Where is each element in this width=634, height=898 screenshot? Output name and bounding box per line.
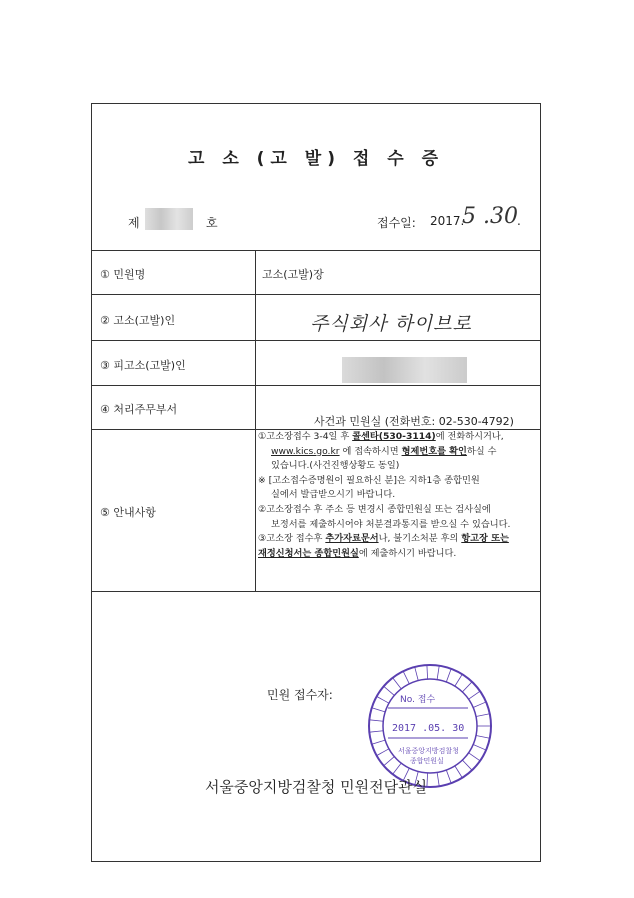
number-prefix: 제 — [128, 216, 140, 230]
stamp-tick — [369, 731, 383, 732]
row-label-complaint: ① 민원명 — [100, 268, 146, 281]
redacted-number — [145, 208, 193, 230]
notice-text-part: ※ [고소접수증명원이 필요하신 분]은 지하1층 종합민원 — [258, 474, 480, 486]
row-label-notice: ⑤ 안내사항 — [100, 506, 156, 519]
notice-text-part: 에 제출하시기 바랍니다. — [358, 547, 457, 559]
receipt-stamp — [366, 662, 494, 790]
stamp-tick — [476, 714, 490, 717]
stamp-date: 2017 .05. 30 — [392, 723, 465, 734]
divider — [92, 385, 540, 386]
notice-text-part: 보정서를 제출하시어야 처분결과통지를 받으실 수 있습니다. — [271, 518, 511, 530]
row-label-department: ④ 처리주무부서 — [100, 403, 178, 416]
row-label-complainant: ② 고소(고발)인 — [100, 314, 176, 327]
stamp-tick — [462, 682, 472, 692]
row-label-accused: ③ 피고소(고발)인 — [100, 359, 186, 372]
number-suffix: 호 — [206, 216, 218, 230]
stamp-tick — [384, 757, 395, 766]
stamp-tick — [403, 671, 409, 684]
stamp-tick — [377, 749, 389, 756]
divider — [92, 591, 540, 592]
notice-text-part: ①고소장접수 3-4일 후 — [258, 431, 353, 442]
notice-text-part: ②고소장접수 후 주소 등 변경시 종합민원실 또는 검사실에 — [258, 503, 491, 515]
stamp-office: 서울중앙지방검찰청 — [398, 747, 459, 755]
notice-text-part: ③고소장 접수후 — [258, 533, 326, 545]
notice-text — [258, 430, 540, 561]
stamp-tick — [369, 720, 383, 721]
stamp-tick — [469, 753, 480, 761]
notice-text-part: 나, 불기소처분 후의 — [378, 533, 462, 545]
office-name: 서울중앙지방검찰청 민원전담관실 — [204, 778, 428, 796]
stamp-tick — [384, 686, 395, 695]
redacted-accused — [342, 357, 467, 383]
stamp-tick — [393, 763, 402, 774]
stamp-tick — [427, 665, 428, 679]
column-divider — [255, 250, 256, 591]
stamp-tick — [462, 760, 472, 770]
notice-emphasis: 재정신청서는 종합민원실 — [258, 547, 359, 559]
receipt-document — [91, 103, 541, 862]
notice-emphasis: 추가자료문서 — [325, 533, 379, 545]
row-value-complaint: 고소(고발)장 — [262, 268, 324, 281]
divider — [92, 294, 540, 295]
stamp-top: No. 접수 — [400, 695, 436, 705]
receiver-label: 민원 접수자: — [267, 688, 333, 702]
stamp-tick — [473, 745, 486, 751]
date-year: 2017. — [430, 214, 465, 228]
notice-text-part: 실에서 발급받으시기 바랍니다. — [271, 489, 396, 501]
stamp-tick — [446, 669, 451, 682]
callcenter-text: 콜센타(530-3114) — [352, 431, 436, 442]
stamp-tick — [476, 735, 490, 738]
divider — [92, 340, 540, 341]
stamp-tick — [393, 678, 402, 689]
notice-text-part: 에 접속하시면 — [339, 445, 402, 457]
stamp-tick — [473, 702, 486, 708]
kics-link[interactable]: www.kics.go.kr — [271, 445, 340, 457]
stamp-tick — [455, 674, 462, 686]
stamp-dept: 종합민원실 — [410, 757, 444, 765]
row-value-department: 사건과 민원실 (전화번호: 02-530-4792) — [314, 415, 514, 428]
divider — [92, 250, 540, 251]
date-label: 접수일: — [377, 216, 416, 230]
notice-text-part: 에 전화하시거나, — [435, 431, 504, 442]
stamp-tick — [377, 696, 389, 703]
row-value-complainant: 주식회사 하이브로 — [310, 313, 472, 335]
notice-text-part: 하실 수 — [466, 445, 497, 457]
notice-text-part: 있습니다.(사건진행상황도 동일) — [271, 460, 400, 472]
notice-emphasis: 항고장 또는 — [461, 533, 509, 545]
date-handwritten: 5 .30 — [462, 204, 518, 229]
stamp-tick — [372, 740, 385, 744]
notice-emphasis: 형제번호를 확인 — [401, 445, 467, 457]
stamp-tick — [469, 691, 480, 699]
stamp-tick — [415, 667, 419, 681]
stamp-tick — [437, 666, 439, 680]
date-trail: . — [517, 214, 521, 228]
stamp-tick — [372, 708, 385, 712]
document-title: 고 소 (고 발) 접 수 증 — [187, 149, 444, 169]
